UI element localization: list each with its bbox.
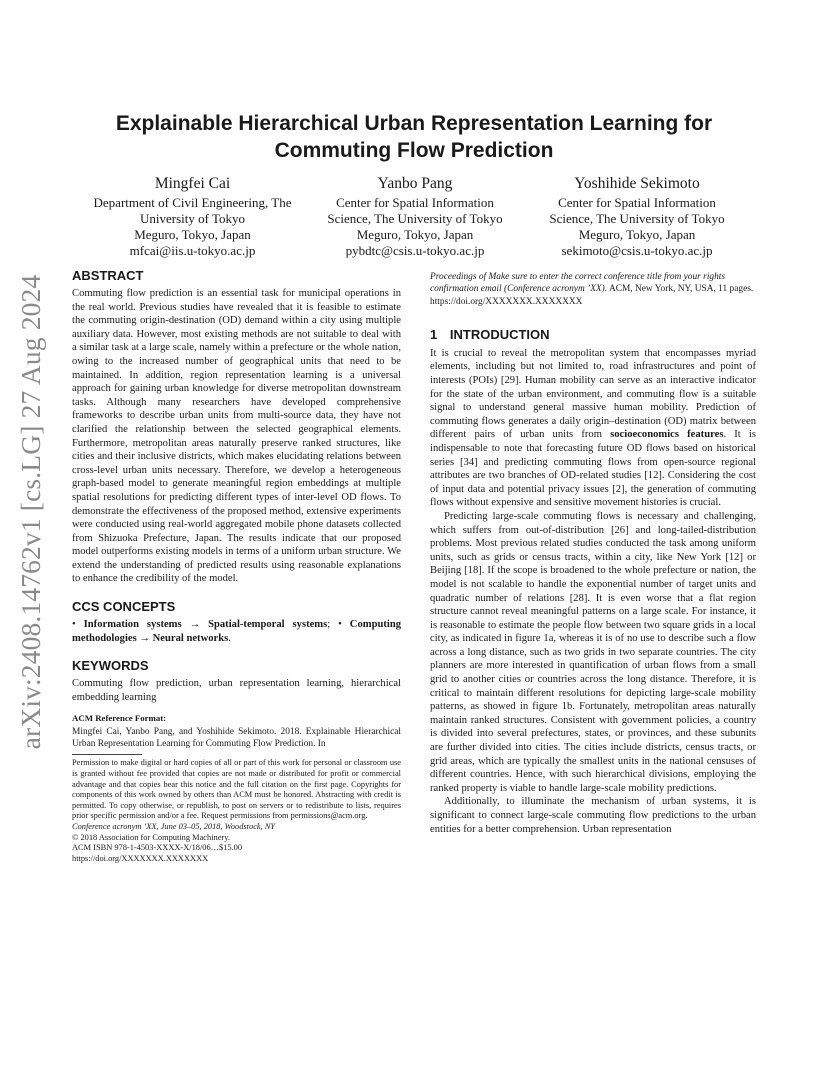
permission-block: [72, 758, 401, 864]
intro-p1-start: It is crucial to reveal the metropolitan system that encompasses myriad elements, including but not limited to, road infrastructures and point of interests (POIs) [29]. Human mobility can serve as an interactive indicator for the state of the urban environment, and commuting flow is a suitable signal to understand general massive human mobility. Prediction of commuting flows generates a daily origin–destination (OD) matrix between different pairs of urban units from: [430, 347, 756, 441]
acm-reference-heading: ACM Reference Format:: [72, 713, 167, 724]
acm-reference-text: Mingfei Cai, Yanbo Pang, and Yoshihide Sekimoto. 2018. Explainable Hierarchical Urban Representation Learning for Commuting Flow Prediction. In: [72, 727, 401, 750]
footnote-rule: [72, 754, 142, 755]
proceedings-note: [430, 271, 756, 308]
intro-p1-end: . It is indispensable to note that forecasting future OD flows based on historical series [34] and predicting commuting flows from open-source regional attributes are two branches of OD-related studies [12]. Considering the cost of input data and potential privacy issues [2], the generation of commuting flows without expensive and sensitive movement histories is crucial.: [430, 429, 756, 509]
author-name: Yanbo Pang: [377, 175, 453, 192]
ccs-term-2: Computing methodologies → Neural networks: [72, 619, 402, 644]
intro-title: INTRODUCTION: [449, 327, 550, 343]
doi-line: https://doi.org/XXXXXXX.XXXXXXX: [72, 853, 209, 863]
abstract-text: Commuting flow prediction is an essential task for municipal operations in the real world. Previous studies have revealed that it is feasible to estimate the commuting origin-destination (OD) demand within a city using multiple auxiliary data. However, most existing methods are not suitable to deal with a similar task at a large scale, namely within a prefecture or the whole nation, owing to the increased number of geographical units that need to be maintained. In addition, region representation learning is a universal approach for gaining urban knowledge for diverse metropolitan downstream tasks. Although many researchers have developed comprehensive frameworks to describe urban units from multi-source data, they have not clarified the relationship between the selected geographical elements. Furthermore, metropolitan areas naturally preserve ranked structures, like cities and their inclusive districts, which makes elucidating relations between cross-level urban units necessary. Therefore, we develop a heterogeneous graph-based model to generate meaningful region embeddings at multiple spatial resolutions for predicting different types of inter-level OD flows. To demonstrate the effectiveness of the proposed method, extensive experiments were conducted using real-world aggregated mobile phone datasets collected from Shizuoka Prefecture, Japan. The results indicate that our proposed model outperforms existing models in terms of a uniform urban structure. We extend the understanding of predicted results using reasonable explanations to enhance the credibility of the model.: [72, 288, 401, 585]
intro-paragraph-1: [430, 347, 756, 510]
author-2: [318, 175, 512, 259]
author-location: Meguro, Tokyo, Japan: [356, 227, 474, 242]
author-name: Yoshihide Sekimoto: [574, 175, 700, 192]
proceedings-italic: Proceedings of Make sure to enter the correct conference title from your rights confirmation email (Conference acronym ’XX).: [430, 272, 726, 295]
author-affiliation: Center for Spatial Information Science, The University of Tokyo: [549, 195, 725, 226]
ccs-end: .: [228, 632, 231, 644]
right-column: [430, 271, 756, 836]
arxiv-watermark: [14, 262, 48, 762]
author-email: mfcai@iis.u-tokyo.ac.jp: [129, 243, 256, 258]
proceedings-rest: ACM, New York, NY, USA, 11 pages. https://doi.org/XXXXXXX.XXXXXXX: [430, 284, 754, 307]
keywords-text: Commuting flow prediction, urban representation learning, hierarchical embedding learning: [72, 678, 401, 703]
keywords-heading: KEYWORDS: [72, 658, 149, 674]
ccs-text: [72, 618, 401, 645]
author-email: pybdtc@csis.u-tokyo.ac.jp: [345, 243, 485, 258]
intro-p1-bold: socioeconomics features: [610, 429, 724, 441]
ccs-term-1: Information systems → Spatial-temporal systems: [83, 619, 328, 631]
conference-line: Conference acronym ’XX, June 03–05, 2018, Woodstock, NY: [72, 822, 276, 831]
author-affiliation: Department of Civil Engineering, The University of Tokyo: [93, 195, 292, 226]
author-email: sekimoto@csis.u-tokyo.ac.jp: [561, 243, 713, 258]
copyright-line: © 2018 Association for Computing Machinery.: [72, 832, 230, 842]
intro-paragraph-2: Predicting large-scale commuting flows is necessary and challenging, which suffers from out-of-distribution [26] and long-tailed-distribution problems. Most previous related studies conducted the task among uniform units, such as grids or census tracts, within a city, like New York [12] or Beijing [18]. If the scope is broadened to the whole prefecture or nation, the model is not scalable to handle the exponential number of target units and quadratic number of relations [28]. It is even worse that a flat region structure cannot reveal meaningful patterns on a large scale. For instance, it is reasonable to estimate the people flow between two square grids in a local city, as indicated in figure 1a, whereas it is of no use to describe such a flow across a long distance, such as two grids in two separate countries. The city planners are more interested in quantification of urban flows from a small grid to another cities or countries across the long distance. Therefore, it is critical to maintain different resolutions for depicting large-scale mobility patterns, as showed in figure 1b. Fortunately, metropolitan areas naturally maintain ranked structures. Consistent with government policies, a country is divided into several prefectures, states, or provinces, and these subunits are further divided into cities. The cities include districts, census tracts, or grid areas, which are typically the smallest units in the national censuses of different countries. Hence, with such hierarchical divisions, employing the ranked property is viable to handle large-scale mobility predictions.: [430, 510, 756, 794]
author-name: Mingfei Cai: [154, 175, 231, 192]
paper-title: Explainable Hierarchical Urban Representation Learning for Commuting Flow Prediction: [115, 112, 713, 162]
ccs-bullet: •: [72, 619, 84, 631]
intro-paragraph-3: Additionally, to illuminate the mechanism of urban systems, it is significant to connect large-scale commuting flow predictions to the urban entities for a better comprehension. Urban representation: [430, 796, 756, 835]
acm-reference: [72, 712, 401, 750]
isbn-line: ACM ISBN 978-1-4503-XXXX-X/18/06…$15.00: [72, 843, 243, 853]
intro-heading: [430, 328, 756, 344]
abstract-heading: ABSTRACT: [72, 268, 144, 283]
author-3: [540, 175, 734, 259]
ccs-sep: ; •: [327, 619, 350, 631]
author-location: Meguro, Tokyo, Japan: [578, 227, 696, 242]
author-1: [80, 175, 305, 259]
permission-text: Permission to make digital or hard copies of all or part of this work for personal or classroom use is granted without fee provided that copies are not made or distributed for profit or commercial advantage and that copies bear this notice and the full citation on the first page. Copyrights for components of this work owned by others than ACM must be honored. Abstracting with credit is permitted. To copy otherwise, or republish, to post on servers or to redistribute to lists, requires prior specific permission and/or a fee. Request permissions from permissions@acm.org.: [72, 758, 401, 821]
author-location: Meguro, Tokyo, Japan: [134, 227, 251, 242]
author-affiliation: Center for Spatial Information Science, The University of Tokyo: [327, 195, 503, 226]
ccs-heading: CCS CONCEPTS: [72, 599, 176, 615]
arxiv-id: arXiv:2408.14762v1 [cs.LG] 27 Aug 2024: [15, 274, 46, 750]
left-column: [72, 267, 401, 864]
intro-number: 1: [430, 327, 438, 343]
